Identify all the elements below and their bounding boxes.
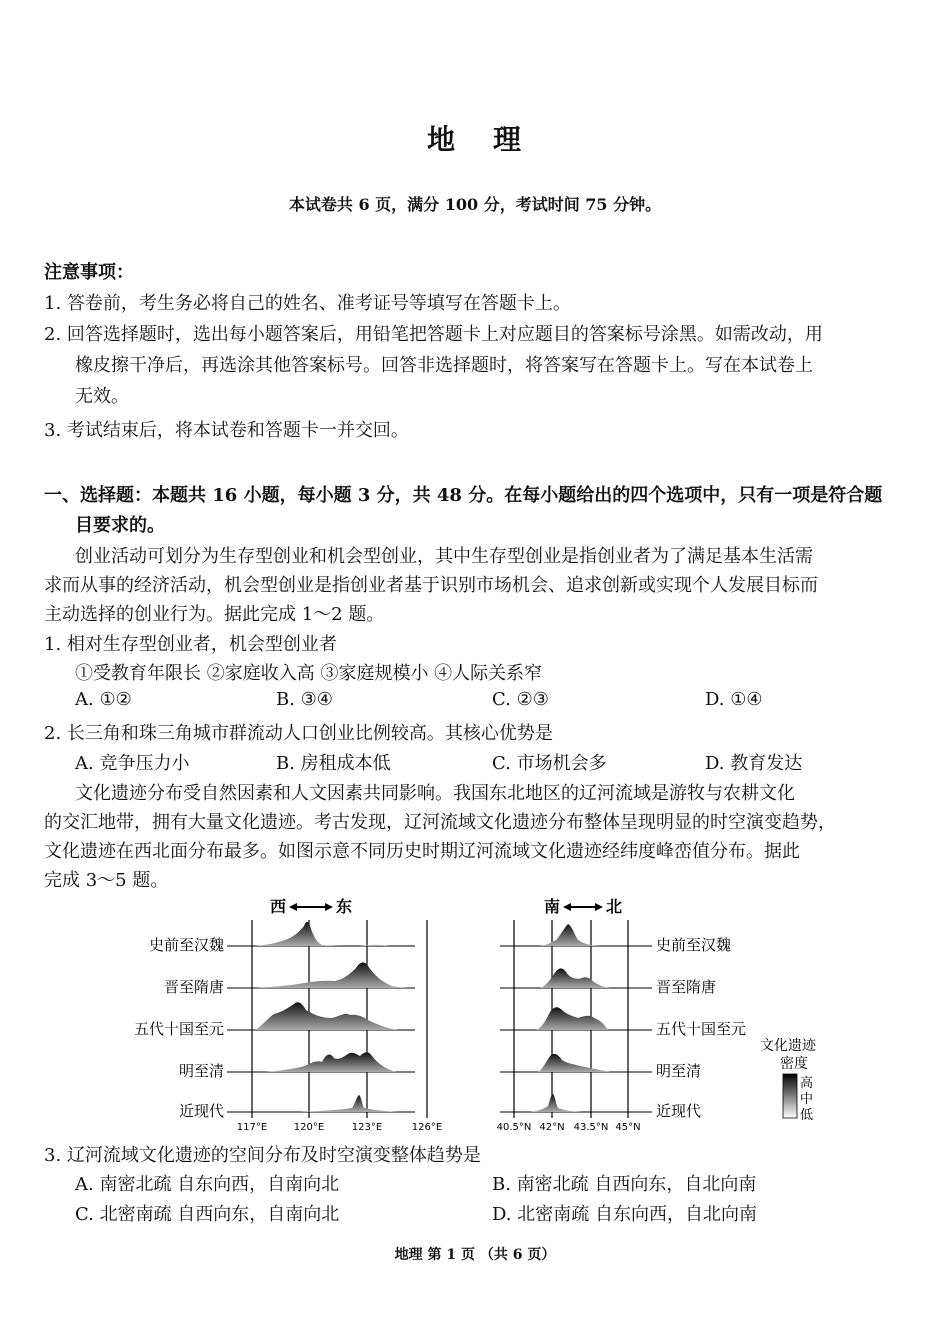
legend-level: 中 xyxy=(800,1092,814,1107)
question-2-option-c[interactable]: C. 市场机会多 xyxy=(492,753,607,774)
title-char: 地 xyxy=(426,123,457,156)
passage-2-line: 完成 3～5 题。 xyxy=(44,870,169,891)
question-1-option-c[interactable]: C. ②③ xyxy=(492,689,549,710)
period-label: 近现代 xyxy=(656,1102,702,1120)
period-label: 史前至汉魏 xyxy=(656,936,732,954)
density-ridge xyxy=(530,1094,586,1112)
title-char: 理 xyxy=(493,123,524,156)
page-footer: 地理 第 1 页 （共 6 页） xyxy=(394,1247,556,1263)
period-label: 五代十国至元 xyxy=(656,1020,747,1038)
question-3-option-d[interactable]: D. 北密南疏 自东向西，自北向南 xyxy=(492,1204,757,1225)
density-ridge xyxy=(300,1095,398,1112)
section-heading: 一、选择题：本题共 16 小题，每小题 3 分，共 48 分。在每小题给出的四个选项中，只有一项是符合题 xyxy=(44,485,883,506)
density-ridge xyxy=(255,1002,398,1030)
notice-item-1: 1. 答卷前，考生务必将自己的姓名、准考证号等填写在答题卡上。 xyxy=(44,293,571,314)
arrow-left-icon xyxy=(289,903,297,911)
question-1-option-a[interactable]: A. ①② xyxy=(75,689,132,710)
tick-label: 117°E xyxy=(236,1122,268,1133)
question-2-option-d[interactable]: D. 教育发达 xyxy=(705,753,803,774)
question-1-option-d[interactable]: D. ①④ xyxy=(705,689,763,710)
notice-item-3: 3. 考试结束后，将本试卷和答题卡一并交回。 xyxy=(44,420,409,441)
passage-1-line: 求而从事的经济活动，机会型创业是指创业者基于识别市场机会、追求创新或实现个人发展目标而 xyxy=(44,575,818,596)
question-2-option-b[interactable]: B. 房租成本低 xyxy=(276,753,391,774)
question-1-option-b[interactable]: B. ③④ xyxy=(276,689,333,710)
tick-label: 123°E xyxy=(351,1122,383,1133)
density-ridge xyxy=(540,968,612,988)
tick-label: 42°N xyxy=(539,1122,565,1133)
passage-2-line: 文化遗迹分布受自然因素和人文因素共同影响。我国东北地区的辽河流域是游牧与农耕文化 xyxy=(75,783,795,804)
question-2-stem: 2. 长三角和珠三角城市群流动人口创业比例较高。其核心优势是 xyxy=(44,723,553,744)
question-3-stem: 3. 辽河流域文化遗迹的空间分布及时空演变整体趋势是 xyxy=(44,1145,481,1166)
period-label: 明至清 xyxy=(656,1062,702,1080)
notice-item-2-cont: 橡皮擦干净后，再选涂其他答案标号。回答非选择题时，将答案写在答题卡上。写在本试卷上 xyxy=(75,355,813,376)
latitude-panel xyxy=(497,897,746,1133)
density-ridge xyxy=(536,1007,608,1030)
arrow-right-icon xyxy=(595,903,603,911)
question-1-statements: ①受教育年限长 ②家庭收入高 ③家庭规模小 ④人际关系窄 xyxy=(75,663,543,684)
tick-label: 40.5°N xyxy=(496,1122,532,1133)
legend-title: 文化遗迹 xyxy=(760,1038,816,1054)
legend-level: 高 xyxy=(800,1076,814,1091)
page-title xyxy=(0,118,950,158)
question-3-option-a[interactable]: A. 南密北疏 自东向西，自南向北 xyxy=(75,1174,340,1195)
period-label: 史前至汉魏 xyxy=(148,936,224,954)
period-label: 五代十国至元 xyxy=(133,1020,224,1038)
tick-label: 45°N xyxy=(615,1122,641,1133)
notice-heading: 注意事项： xyxy=(44,262,134,283)
passage-2-line: 的交汇地带，拥有大量文化遗迹。考古发现，辽河流域文化遗迹分布整体呈现明显的时空演变趋势， xyxy=(44,812,836,833)
question-3-option-b[interactable]: B. 南密北疏 自西向东，自北向南 xyxy=(492,1174,757,1195)
direction-south-label: 南 xyxy=(544,897,561,916)
notice-item-2: 2. 回答选择题时，选出每小题答案后，用铅笔把答题卡上对应题目的答案标号涂黑。如需改动，用 xyxy=(44,324,823,345)
tick-label: 120°E xyxy=(293,1122,325,1133)
tick-label: 43.5°N xyxy=(573,1122,609,1133)
direction-north-label: 北 xyxy=(606,897,623,916)
density-ridge xyxy=(255,962,412,988)
passage-2-line: 文化遗迹在西北面分布最多。如图示意不同历史时期辽河流域文化遗迹经纬度峰峦值分布。据此 xyxy=(44,841,800,862)
arrow-left-icon xyxy=(563,903,571,911)
direction-east-label: 东 xyxy=(336,897,353,916)
density-ridge xyxy=(538,1054,610,1072)
tick-label: 126°E xyxy=(411,1122,443,1133)
section-heading-cont: 目要求的。 xyxy=(75,515,165,536)
direction-west-label: 西 xyxy=(270,897,287,916)
question-2-option-a[interactable]: A. 竞争压力小 xyxy=(75,753,190,774)
legend-level: 低 xyxy=(800,1108,814,1123)
legend-title: 密度 xyxy=(780,1056,808,1072)
arrow-right-icon xyxy=(325,903,333,911)
density-legend xyxy=(760,1037,817,1123)
density-ridge xyxy=(265,1052,396,1072)
period-label: 明至清 xyxy=(178,1062,224,1080)
passage-1-line: 创业活动可划分为生存型创业和机会型创业，其中生存型创业是指创业者为了满足基本生活需 xyxy=(75,546,813,567)
notice-item-2-cont: 无效。 xyxy=(75,386,129,407)
passage-1-line: 主动选择的创业行为。据此完成 1～2 题。 xyxy=(44,604,385,625)
period-label: 近现代 xyxy=(178,1102,224,1120)
legend-gradient-bar xyxy=(783,1074,797,1118)
longitude-panel xyxy=(134,897,442,1133)
density-ridge xyxy=(255,922,388,946)
question-3-option-c[interactable]: C. 北密南疏 自西向东，自南向北 xyxy=(75,1204,340,1225)
period-label: 晋至隋唐 xyxy=(163,978,224,996)
question-1-stem: 1. 相对生存型创业者，机会型创业者 xyxy=(44,634,337,655)
ridgeline-figure xyxy=(0,890,950,1135)
period-label: 晋至隋唐 xyxy=(656,978,717,996)
exam-info: 本试卷共 6 页，满分 100 分，考试时间 75 分钟。 xyxy=(288,195,662,214)
